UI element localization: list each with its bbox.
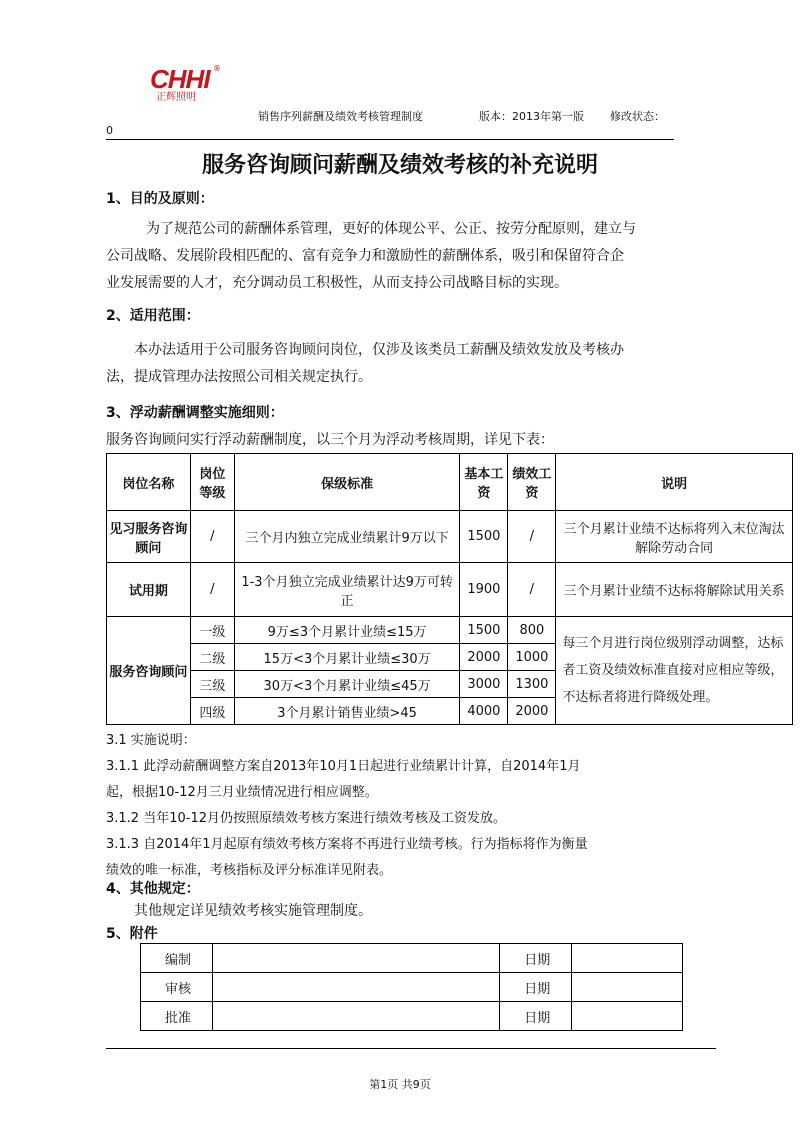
header-version: 版本：2013年第一版 [479, 110, 584, 123]
signoff-row [141, 944, 683, 973]
cell-performance-pay: 2000 [508, 698, 556, 725]
section-4-heading: 4、其他规定： [106, 881, 200, 897]
section-2-line: 本办法适用于公司服务咨询顾问岗位，仅涉及该类员工薪酬及绩效发放及考核办 [134, 342, 624, 358]
page-number: 第1页 共9页 [369, 1078, 431, 1091]
header-revision: 修改状态： [610, 110, 665, 123]
note-line: 3.1.3 自2014年1月起原有绩效考核方案将不再进行业绩考核。行为指标将作为衡量 [106, 837, 588, 852]
cell-standard: 1-3个月独立完成业绩累计达9万可转正 [234, 563, 460, 617]
signoff-value[interactable] [212, 973, 499, 1002]
cell-base-pay: 3000 [460, 671, 508, 698]
signoff-date-value[interactable] [572, 944, 683, 973]
signoff-date-label: 日期 [500, 944, 572, 973]
signoff-table [140, 943, 683, 1031]
section-1-line: 公司战略、发展阶段相匹配的、富有竞争力和激励性的薪酬体系，吸引和保留符合企 [106, 248, 624, 264]
section-4-text: 其他规定详见绩效考核实施管理制度。 [134, 903, 372, 919]
registered-mark: ® [213, 64, 221, 73]
header-revision-value: 0 [106, 124, 113, 137]
table-row [107, 617, 793, 644]
note-line: 3.1 实施说明： [106, 733, 196, 748]
header-position: 岗位名称 [107, 454, 191, 511]
section-1-line: 业发展需要的人才，充分调动员工积极性，从而支持公司战略目标的实现。 [106, 275, 568, 291]
cell-standard: 15万<3个月累计业绩≤30万 [234, 644, 460, 671]
section-2-body [106, 337, 624, 391]
logo-name: 正辉照明 [156, 92, 196, 103]
cell-performance-pay: / [508, 563, 556, 617]
cell-standard: 9万≤3个月累计业绩≤15万 [234, 617, 460, 644]
section-1-body [106, 216, 636, 297]
signoff-label: 批准 [141, 1002, 213, 1031]
cell-base-pay: 1500 [460, 617, 508, 644]
section-1-line: 为了规范公司的薪酬体系管理，更好的体现公平、公正、按劳分配原则，建立与 [146, 221, 636, 237]
cell-position: 见习服务咨询顾问 [107, 511, 191, 563]
implementation-notes [106, 728, 588, 884]
signoff-date-label: 日期 [500, 973, 572, 1002]
cell-standard: 3个月累计销售业绩>45 [234, 698, 460, 725]
cell-level: 一级 [190, 617, 234, 644]
section-1-heading: 1、目的及原则： [106, 191, 214, 207]
cell-base-pay: 1500 [460, 511, 508, 563]
cell-base-pay: 4000 [460, 698, 508, 725]
page-title: 服务咨询顾问薪酬及绩效考核的补充说明 [201, 152, 598, 178]
section-2-heading: 2、适用范围： [106, 308, 200, 324]
cell-performance-pay: 1300 [508, 671, 556, 698]
section-3-intro: 服务咨询顾问实行浮动薪酬制度，以三个月为浮动考核周期，详见下表： [106, 432, 554, 448]
cell-position: 服务咨询顾问 [107, 617, 191, 725]
signoff-date-value[interactable] [572, 973, 683, 1002]
cell-standard: 三个月内独立完成业绩累计9万以下 [234, 511, 460, 563]
signoff-label: 编制 [141, 944, 213, 973]
header-base-pay: 基本工资 [460, 454, 508, 511]
signoff-label: 审核 [141, 973, 213, 1002]
signoff-row [141, 1002, 683, 1031]
cell-performance-pay: 1000 [508, 644, 556, 671]
table-row [107, 563, 793, 617]
cell-level: / [190, 563, 234, 617]
cell-base-pay: 1900 [460, 563, 508, 617]
signoff-date-label: 日期 [500, 1002, 572, 1031]
logo-brand: CHHI [150, 64, 210, 94]
table-header-row [107, 454, 793, 511]
table-row [107, 511, 793, 563]
cell-performance-pay: / [508, 511, 556, 563]
footer-divider [106, 1048, 716, 1049]
company-logo [150, 66, 220, 106]
header-doc-name: 销售序列薪酬及绩效考核管理制度 [258, 110, 423, 123]
note-line: 绩效的唯一标准，考核指标及评分标准详见附表。 [106, 863, 393, 878]
cell-level: 三级 [190, 671, 234, 698]
header-standard: 保级标准 [234, 454, 460, 511]
cell-level: / [190, 511, 234, 563]
note-line: 3.1.2 当年10-12月仍按照原绩效考核方案进行绩效考核及工资发放。 [106, 811, 506, 826]
cell-standard: 30万<3个月累计业绩≤45万 [234, 671, 460, 698]
cell-level: 二级 [190, 644, 234, 671]
cell-note: 三个月累计业绩不达标将解除试用关系 [556, 563, 793, 617]
cell-note: 三个月累计业绩不达标将列入末位淘汰解除劳动合同 [556, 511, 793, 563]
note-line: 3.1.1 此浮动薪酬调整方案自2013年10月1日起进行业绩累计计算，自2014年1月 [106, 759, 581, 774]
header-performance-pay: 绩效工资 [508, 454, 556, 511]
signoff-value[interactable] [212, 1002, 499, 1031]
section-5-heading: 5、附件 [106, 926, 158, 942]
section-3-heading: 3、浮动薪酬调整实施细则： [106, 405, 284, 421]
cell-base-pay: 2000 [460, 644, 508, 671]
header-level: 岗位等级 [190, 454, 234, 511]
note-line: 起，根据10-12月三月业绩情况进行相应调整。 [106, 785, 378, 800]
cell-performance-pay: 800 [508, 617, 556, 644]
signoff-date-value[interactable] [572, 1002, 683, 1031]
cell-position: 试用期 [107, 563, 191, 617]
signoff-value[interactable] [212, 944, 499, 973]
signoff-row [141, 973, 683, 1002]
section-2-line: 法，提成管理办法按照公司相关规定执行。 [106, 369, 372, 385]
cell-note: 每三个月进行岗位级别浮动调整，达标者工资及绩效标准直接对应相应等级，不达标者将进行降级处理。 [556, 617, 793, 725]
header-note: 说明 [556, 454, 793, 511]
salary-table [106, 453, 793, 725]
header-divider [106, 139, 674, 140]
cell-level: 四级 [190, 698, 234, 725]
